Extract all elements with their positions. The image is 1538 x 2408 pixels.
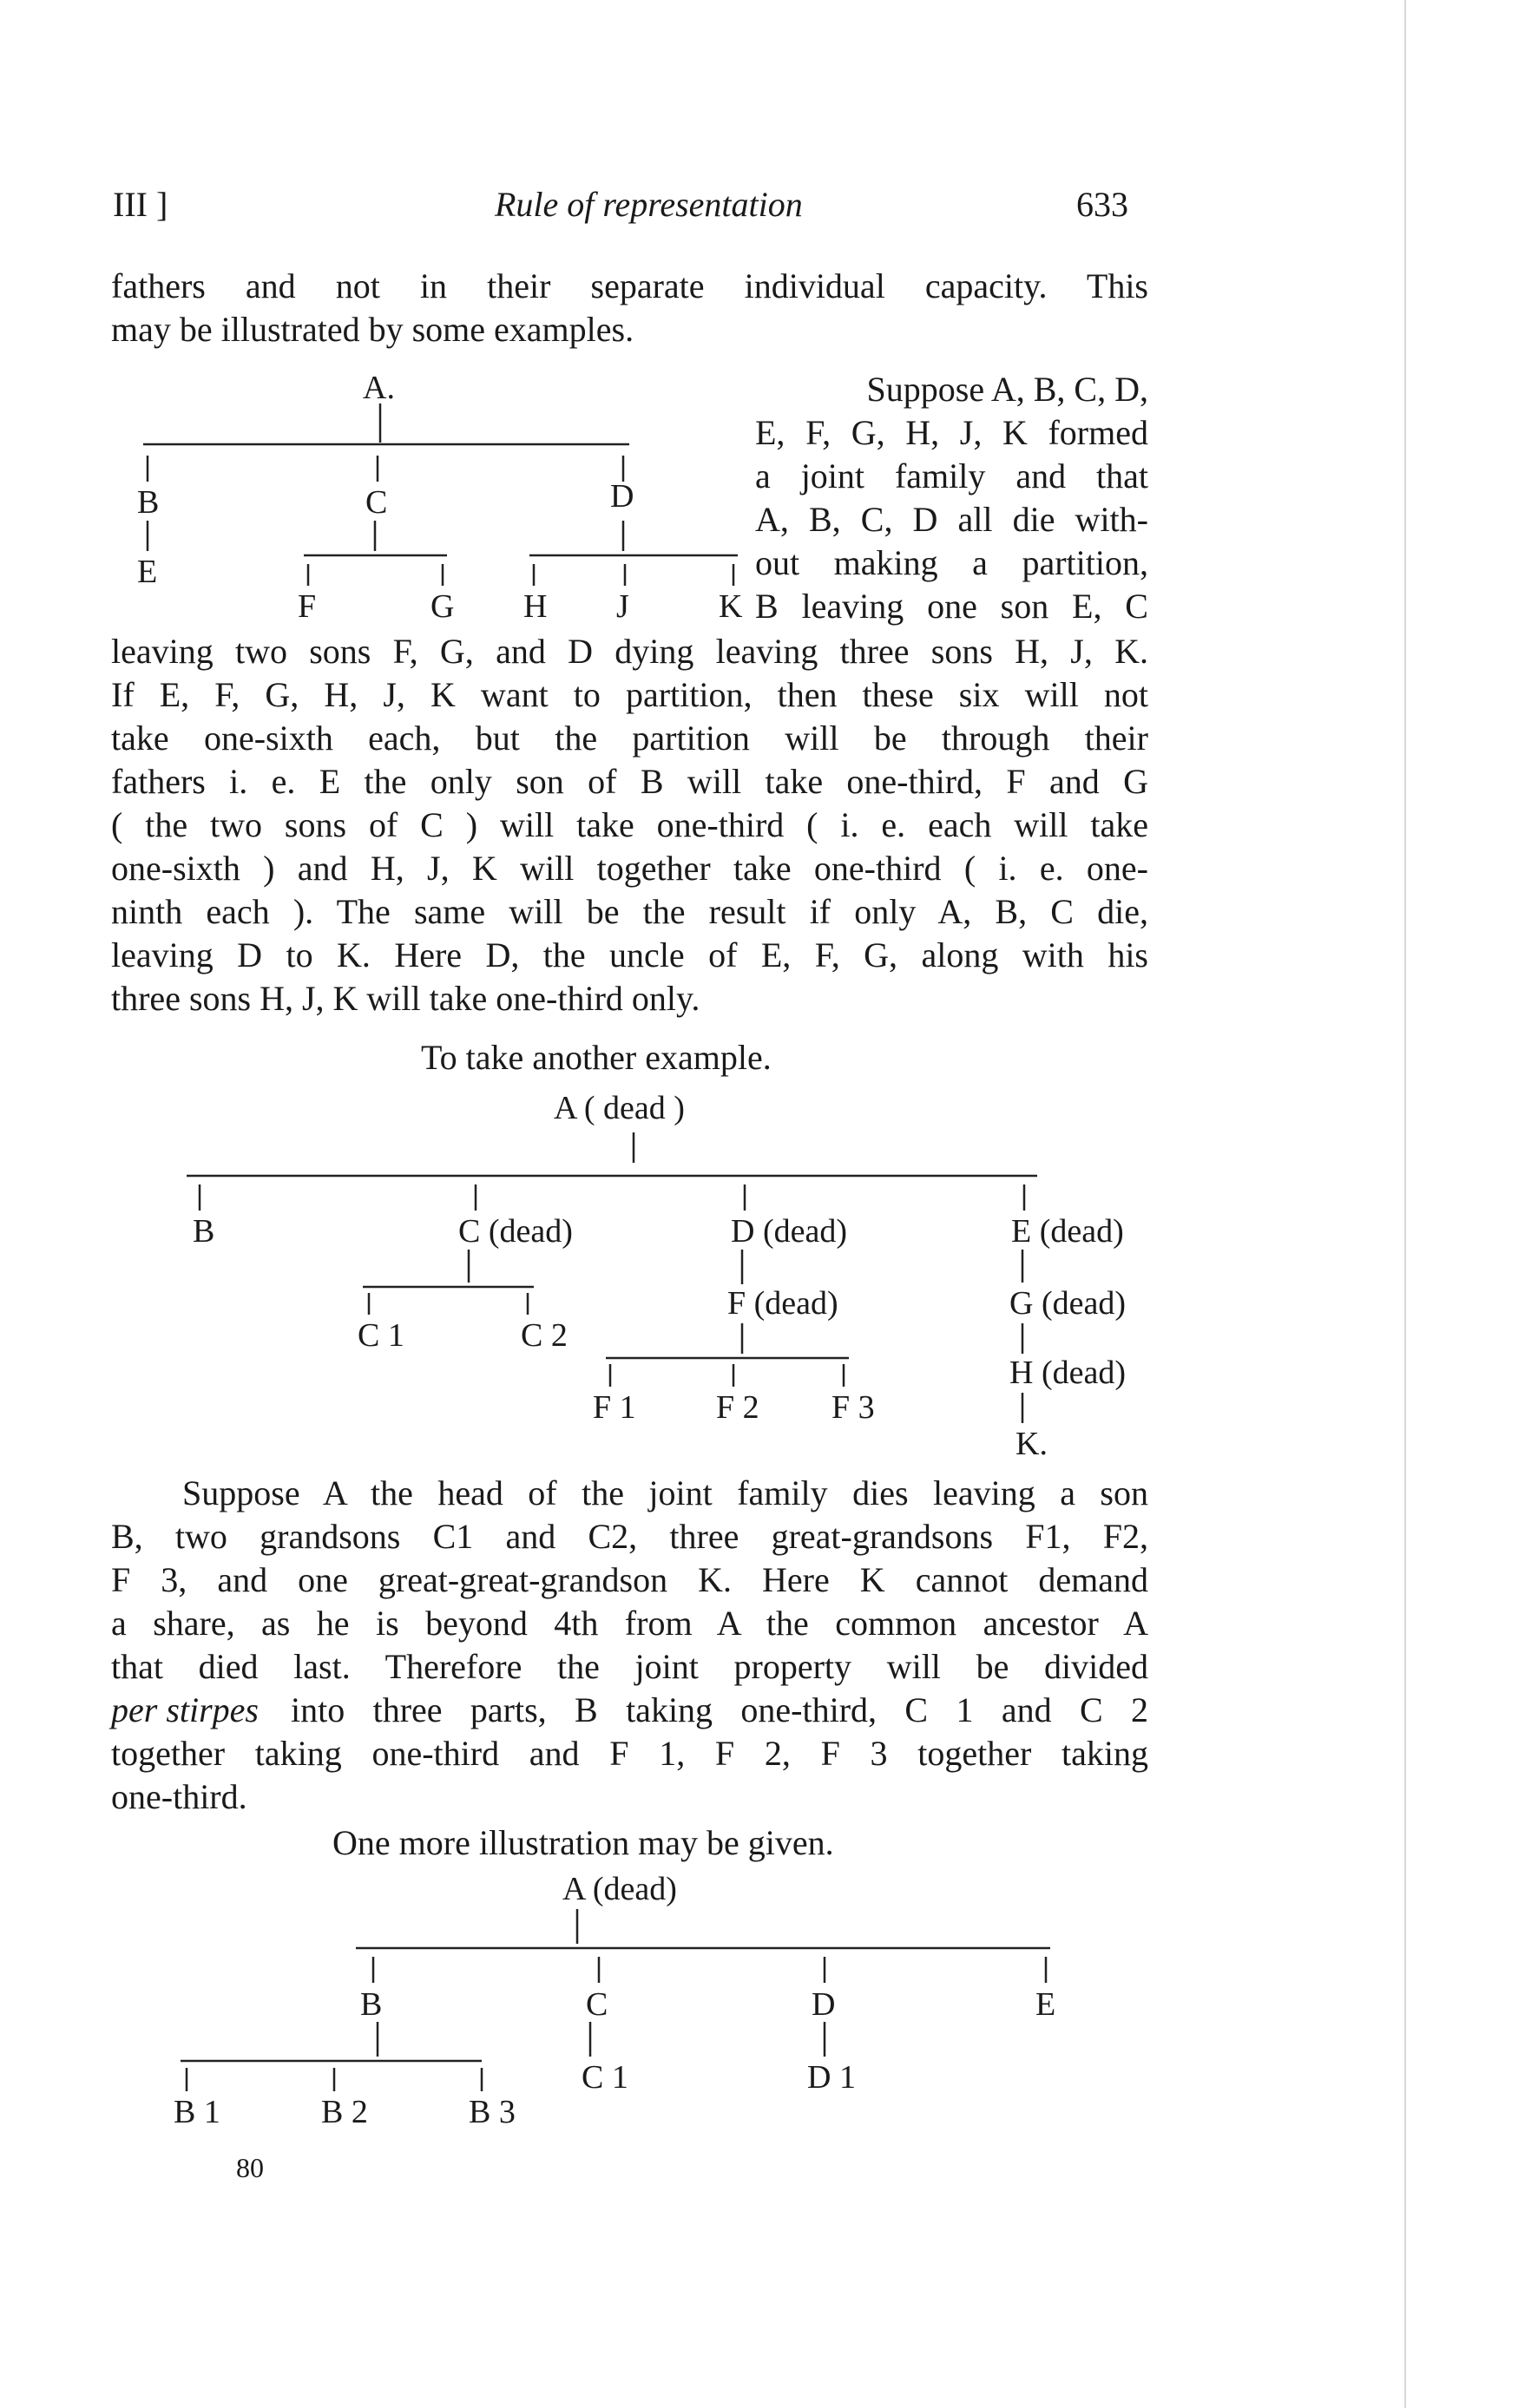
text-line: fathers and not in their separate individual capacity. This: [111, 266, 1148, 305]
tree3-node-b: B: [360, 1986, 383, 2023]
tree1-node-g: G: [431, 588, 455, 625]
tree3-node-e: E: [1035, 1986, 1056, 2023]
tree3-node-c: C: [586, 1986, 608, 2023]
page-number: 633: [1076, 185, 1128, 224]
tree2-node-b: B: [193, 1213, 215, 1250]
text-line: fathers i. e. E the only son of B will take one-third, F and G: [111, 762, 1148, 801]
text-line: a share, as he is beyond 4th from A the common ancestor A: [111, 1604, 1148, 1643]
text-line: F 3, and one great-great-grandson K. Here K cannot demand: [111, 1560, 1148, 1599]
chapter-marker: III ]: [113, 185, 168, 224]
tree1-node-k: K: [719, 588, 743, 625]
signature-mark: 80: [236, 2152, 264, 2183]
side-text-line: out making a partition,: [755, 543, 1148, 582]
tree3-node-b2: B 2: [321, 2094, 368, 2130]
text-line: together taking one-third and F 1, F 2, F 3 together taking: [111, 1734, 1148, 1773]
side-text-line: E, F, G, H, J, K formed: [755, 413, 1148, 452]
tree2-node-f1: F 1: [593, 1389, 636, 1426]
tree2-node-g: G (dead): [1009, 1285, 1126, 1322]
tree1-root: A.: [363, 370, 395, 406]
tree3-node-c1: C 1: [582, 2059, 628, 2096]
tree2-node-d: D (dead): [731, 1213, 847, 1250]
tree3-node-b1: B 1: [174, 2094, 220, 2130]
tree2-node-f2: F 2: [716, 1389, 759, 1426]
italic-term: per stirpes: [111, 1690, 259, 1729]
tree1-node-h: H: [523, 588, 548, 625]
tree1-node-e: E: [137, 554, 158, 590]
tree1-node-d: D: [610, 478, 634, 515]
text-line: leaving D to K. Here D, the uncle of E, F, G, along with his: [111, 935, 1148, 974]
tree2-node-f3: F 3: [831, 1389, 875, 1426]
text-line: ninth each ). The same will be the result if only A, B, C die,: [111, 892, 1148, 931]
tree2-node-c1: C 1: [358, 1317, 404, 1354]
example3-intro: One more illustration may be given.: [332, 1823, 834, 1862]
text-line: may be illustrated by some examples.: [111, 310, 634, 349]
text-line: one-sixth ) and H, J, K will together take one-third ( i. e. one-: [111, 849, 1148, 888]
text-line: take one-sixth each, but the partition will be through their: [111, 718, 1148, 758]
running-title: Rule of representation: [495, 185, 803, 224]
tree2-node-c2: C 2: [521, 1317, 568, 1354]
tree1-node-b: B: [137, 484, 160, 521]
text-line: one-third.: [111, 1777, 247, 1816]
text-line: three sons H, J, K will take one-third only.: [111, 979, 700, 1018]
side-text-line: A, B, C, D all die with-: [755, 500, 1148, 539]
side-text-line: Suppose A, B, C, D,: [866, 370, 1148, 409]
text-line: Suppose A the head of the joint family dies leaving a son: [182, 1473, 1148, 1512]
text-line: that died last. Therefore the joint property will be divided: [111, 1647, 1148, 1686]
tree2-node-k: K.: [1015, 1426, 1048, 1462]
tree2-node-e: E (dead): [1011, 1213, 1124, 1250]
tree1-node-c: C: [365, 484, 388, 521]
tree3-node-d1: D 1: [807, 2059, 856, 2096]
tree3-node-b3: B 3: [469, 2094, 516, 2130]
text-line: B, two grandsons C1 and C2, three great-grandsons F1, F2,: [111, 1517, 1148, 1556]
text-line: leaving two sons F, G, and D dying leaving three sons H, J, K.: [111, 632, 1148, 671]
tree2-node-c: C (dead): [458, 1213, 573, 1250]
side-text-line: a joint family and that: [755, 456, 1148, 495]
tree1-node-f: F: [298, 588, 317, 625]
tree3-root: A (dead): [562, 1871, 677, 1907]
example2-intro: To take another example.: [421, 1038, 772, 1077]
tree1-node-j: J: [616, 588, 629, 625]
side-text-line: B leaving one son E, C: [755, 587, 1148, 626]
tree3-node-d: D: [812, 1986, 836, 2023]
tree2-root: A ( dead ): [554, 1090, 685, 1126]
text-line: ( the two sons of C ) will take one-third ( i. e. each will take: [111, 805, 1148, 844]
tree2-node-f: F (dead): [727, 1285, 838, 1322]
tree2-node-h: H (dead): [1009, 1355, 1126, 1391]
text-line: If E, F, G, H, J, K want to partition, then these six will not: [111, 675, 1148, 714]
text-line: into three parts, B taking one-third, C 1 and C 2: [291, 1690, 1148, 1729]
